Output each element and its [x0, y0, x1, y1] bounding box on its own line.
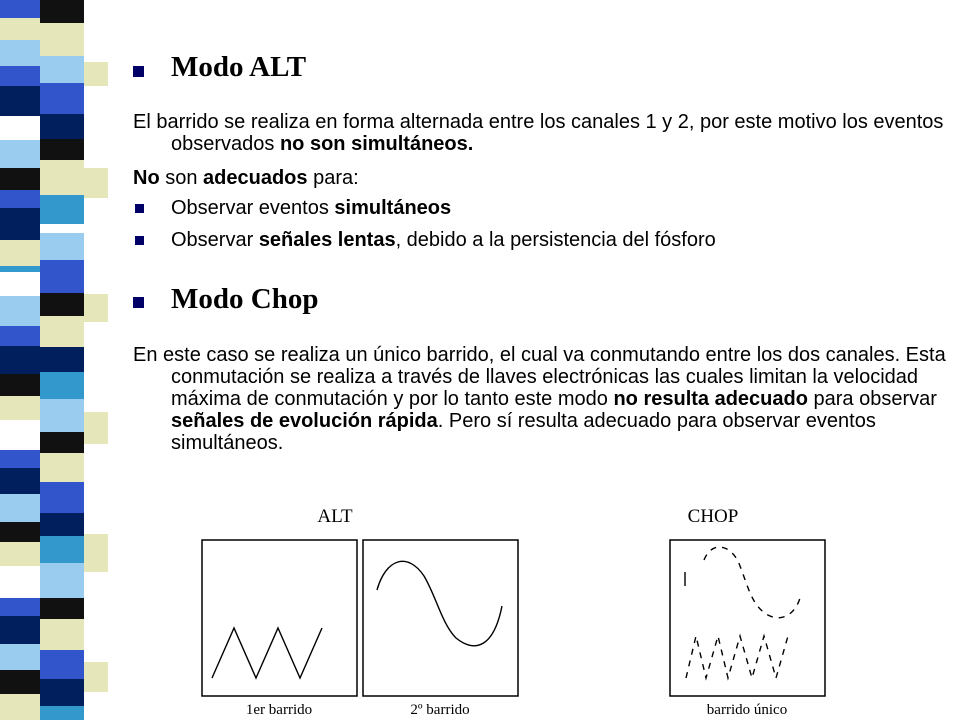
stripe-block	[84, 412, 108, 444]
stripe-block	[40, 650, 84, 679]
stripe-block	[84, 504, 108, 534]
chop-description	[133, 344, 951, 454]
stripe-block	[40, 233, 84, 260]
stripe-block	[0, 140, 40, 168]
not-suitable-adecuados: adecuados	[203, 167, 308, 189]
figure-title-chop: CHOP	[687, 506, 739, 527]
list-item-senales-lentas	[171, 229, 716, 251]
list-item-simultaneos	[171, 197, 451, 219]
stripe-block	[84, 62, 108, 86]
stripe-block	[0, 190, 40, 208]
stripe-block	[0, 208, 40, 240]
alt-description-bold: no son simultáneos.	[279, 133, 474, 155]
figure-title-alt: ALT	[317, 506, 353, 527]
panel-alt-first-sweep	[202, 540, 357, 696]
not-suitable-son: son	[159, 167, 204, 189]
alt-description	[133, 111, 951, 155]
stripe-block	[0, 272, 40, 296]
stripe-block	[40, 0, 84, 23]
stripe-block	[0, 116, 40, 140]
stripe-block	[40, 513, 84, 536]
stripe-block	[40, 160, 84, 195]
stripe-block	[40, 293, 84, 316]
stripe-block	[40, 453, 84, 482]
stripe-block	[0, 296, 40, 326]
stripe-block	[84, 124, 108, 156]
caption-first-sweep: 1er barrido	[245, 702, 313, 718]
alt-description-text: El barrido se realiza en forma alternada entre los canales 1 y 2, por este motivo los eventos observados	[133, 111, 944, 155]
stripe-block	[84, 294, 108, 322]
stripe-block	[84, 662, 108, 692]
stripe-block	[84, 572, 108, 596]
stripe-block	[40, 619, 84, 650]
stripe-block	[40, 195, 84, 224]
stripe-block	[40, 482, 84, 513]
stripe-block	[0, 18, 40, 40]
not-suitable-no: No	[133, 167, 160, 189]
stripe-block	[40, 432, 84, 453]
stripe-block	[0, 522, 40, 542]
stripe-block	[84, 352, 108, 388]
stripe-block	[40, 706, 84, 720]
stripe-block	[40, 536, 84, 563]
caption-second-sweep: 2º barrido	[410, 702, 470, 718]
stripe-block	[40, 139, 84, 160]
stripe-block	[0, 168, 40, 190]
stripe-block	[84, 534, 108, 572]
stripe-block	[84, 630, 108, 662]
stripe-block	[0, 396, 40, 420]
stripe-block	[84, 34, 108, 62]
stripe-block	[40, 260, 84, 293]
stripe-block	[84, 168, 108, 198]
stripe-block	[84, 322, 108, 352]
list-item-2-text: Observar	[171, 229, 259, 251]
chop-bold-2: señales de evolución rápida	[171, 410, 438, 432]
stripe-block	[40, 23, 84, 56]
stripe-block	[84, 0, 108, 34]
stripe-block	[0, 420, 40, 450]
stripe-block	[84, 444, 108, 478]
stripe-block	[84, 260, 108, 294]
stripe-block	[40, 347, 84, 372]
stripe-block	[0, 598, 40, 616]
chop-bold-1: no resulta adecuado	[613, 388, 808, 410]
decorative-stripe	[0, 0, 108, 720]
stripe-block	[40, 598, 84, 619]
stripe-block	[84, 156, 108, 168]
heading-modo-chop: Modo Chop	[171, 283, 319, 315]
stripe-block	[0, 326, 40, 346]
stripe-block	[84, 234, 108, 260]
list-bullet-2	[135, 236, 144, 245]
stripe-block	[84, 86, 108, 124]
stripe-block	[84, 198, 108, 234]
chop-text-3: . Pero sí resulta adecuado para observar eventos simultáneos.	[171, 410, 876, 454]
caption-single-sweep: barrido único	[706, 702, 788, 718]
stripe-block	[84, 388, 108, 412]
list-item-1-text: Observar eventos	[171, 197, 335, 219]
stripe-block	[40, 679, 84, 706]
stripe-block	[0, 542, 40, 566]
stripe-block	[0, 670, 40, 694]
panel-alt-second-sweep	[363, 540, 518, 696]
stripe-block	[40, 83, 84, 114]
stripe-block	[0, 616, 40, 644]
stripe-block	[0, 240, 40, 266]
chop-text-2: para observar	[807, 388, 937, 410]
list-item-1-bold: simultáneos	[334, 197, 452, 219]
oscilloscope-figure	[180, 500, 840, 720]
panel-chop-single-sweep	[670, 540, 825, 696]
stripe-block	[0, 694, 40, 720]
stripe-block	[0, 468, 40, 494]
heading-bullet-chop	[133, 297, 144, 308]
stripe-block	[40, 372, 84, 399]
stripe-block	[40, 399, 84, 432]
heading-modo-alt: Modo ALT	[171, 51, 307, 83]
stripe-block	[84, 596, 108, 630]
stripe-block	[0, 86, 40, 116]
stripe-block	[0, 450, 40, 468]
not-suitable-line	[133, 167, 359, 189]
stripe-block	[0, 66, 40, 86]
not-suitable-para: para:	[307, 167, 359, 189]
stripe-block	[0, 346, 40, 374]
stripe-block	[0, 0, 40, 18]
stripe-block	[40, 114, 84, 139]
stripe-block	[40, 56, 84, 83]
stripe-block	[84, 692, 108, 720]
list-item-2-bold: señales lentas	[258, 229, 396, 251]
stripe-block	[40, 316, 84, 347]
stripe-block	[0, 40, 40, 66]
list-item-2-after: , debido a la persistencia del fósforo	[395, 229, 716, 251]
stripe-block	[0, 644, 40, 670]
stripe-block	[84, 478, 108, 504]
stripe-block	[0, 566, 40, 598]
stripe-block	[40, 563, 84, 598]
list-bullet-1	[135, 204, 144, 213]
stripe-block	[0, 494, 40, 522]
stripe-block	[40, 224, 84, 233]
heading-bullet-alt	[133, 66, 144, 77]
stripe-block	[0, 374, 40, 396]
chop-text-1: En este caso se realiza un único barrido, el cual va conmutando entre los dos canales. Esta conmutación se realiza a través de llaves electrónicas las cuales limitan la velocidad máxima de conmutación y por lo tanto este modo	[133, 344, 946, 410]
